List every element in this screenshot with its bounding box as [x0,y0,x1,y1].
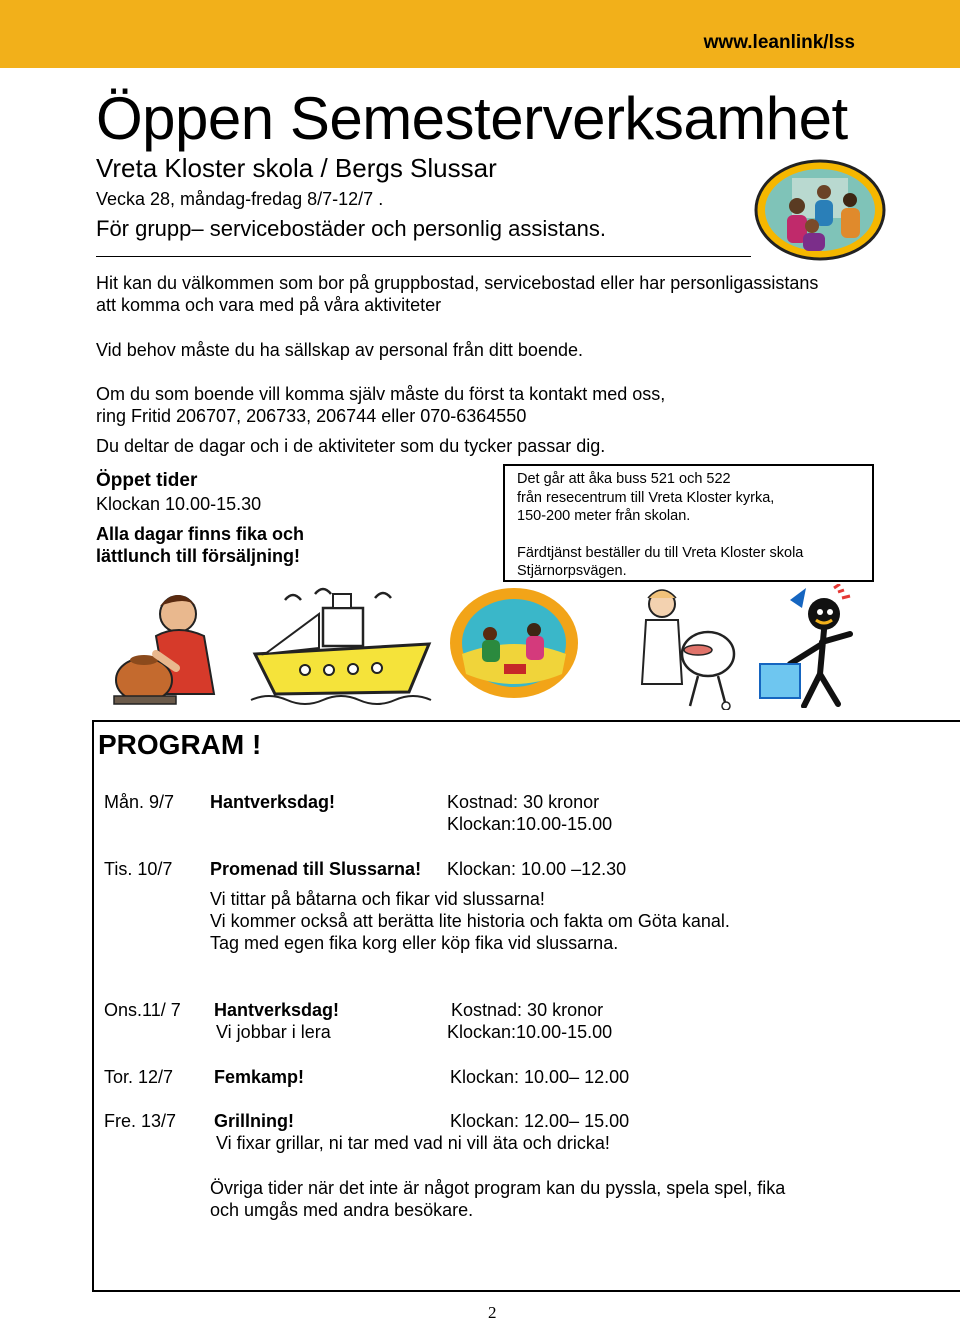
intro-line: Hit kan du välkommen som bor på gruppbostad, servicebostad eller har personligassistans [96,273,819,293]
page-subtitle: Vreta Kloster skola / Bergs Slussar [96,153,497,183]
hours-time: Klockan 10.00-15.30 [96,494,262,514]
program-activity: Grillning! [214,1111,294,1131]
shopping-figure-icon [754,584,862,708]
bus-line: Färdtjänst beställer du till Vreta Kloster skola [517,544,804,561]
bus-line: Det går att åka buss 521 och 522 [517,471,731,487]
program-desc: Vi fixar grillar, ni tar med vad ni vill äta och dricka! [216,1133,610,1153]
page-number: 2 [488,1303,497,1322]
program-cost: Kostnad: 30 kronor [451,1000,604,1020]
bus-info-box [503,464,874,582]
intro-line: ring Fritid 206707, 206733, 206744 eller 070-6364550 [96,406,527,426]
page-title: Öppen Semesterverksamhet [96,85,848,152]
intro-line: Du deltar de dagar och i de aktiviteter som du tycker passar dig. [96,436,606,456]
program-time: Klockan: 10.00 –12.30 [447,859,627,879]
program-time: Klockan: 10.00– 12.00 [450,1067,630,1087]
bus-line: 150-200 meter från skolan. [517,508,691,524]
program-day: Tor. 12/7 [104,1067,174,1087]
program-cost: Kostnad: 30 kronor [447,792,600,812]
program-day: Tis. 10/7 [104,859,173,879]
header-url[interactable]: www.leanlink/lss [703,32,855,53]
program-day: Ons.11/ 7 [104,1000,181,1020]
program-desc: Tag med egen fika korg eller köp fika vid slussarna. [210,933,619,953]
bus-line: Stjärnorpsvägen. [517,563,627,579]
pottery-icon [96,584,230,712]
fika-line: Alla dagar finns fika och [96,524,305,544]
program-desc: Vi kommer också att berätta lite historia och fakta om Göta kanal. [210,911,730,931]
fika-line: lättlunch till försäljning! [96,546,300,566]
program-time: Klockan:10.00-15.00 [447,1022,613,1042]
fika-note [96,523,304,567]
program-desc: Vi jobbar i lera [216,1022,331,1042]
program-activity: Promenad till Slussarna! [210,859,422,879]
audience-info: För grupp– servicebostäder och personlig assistans. [96,216,606,241]
program-day: Fre. 13/7 [104,1111,177,1131]
program-note: och umgås med andra besökare. [210,1200,474,1220]
picnic-icon [446,584,582,702]
grill-icon [628,584,740,710]
intro-line: Vid behov måste du ha sällskap av personal från ditt boende. [96,340,583,360]
divider [96,256,751,257]
hours-title: Öppet tider [96,470,198,491]
week-info: Vecka 28, måndag-fredag 8/7-12/7 . [96,189,384,209]
ship-icon [245,584,439,708]
intro-line: att komma och vara med på våra aktiviteter [96,295,442,315]
program-time: Klockan: 12.00– 15.00 [450,1111,630,1131]
program-activity: Femkamp! [214,1067,305,1087]
program-note: Övriga tider när det inte är något program kan du pyssla, spela spel, fika [210,1178,786,1198]
program-title: PROGRAM ! [98,729,262,760]
program-activity: Hantverksdag! [210,792,336,812]
program-activity: Hantverksdag! [214,1000,340,1020]
group-people-icon [752,158,888,262]
program-day: Mån. 9/7 [104,792,175,812]
bus-line: från resecentrum till Vreta Kloster kyrka, [517,489,775,506]
intro-line: Om du som boende vill komma själv måste du först ta kontakt med oss, [96,384,666,404]
program-desc: Vi tittar på båtarna och fikar vid slussarna! [210,889,545,909]
program-time: Klockan:10.00-15.00 [447,814,613,834]
